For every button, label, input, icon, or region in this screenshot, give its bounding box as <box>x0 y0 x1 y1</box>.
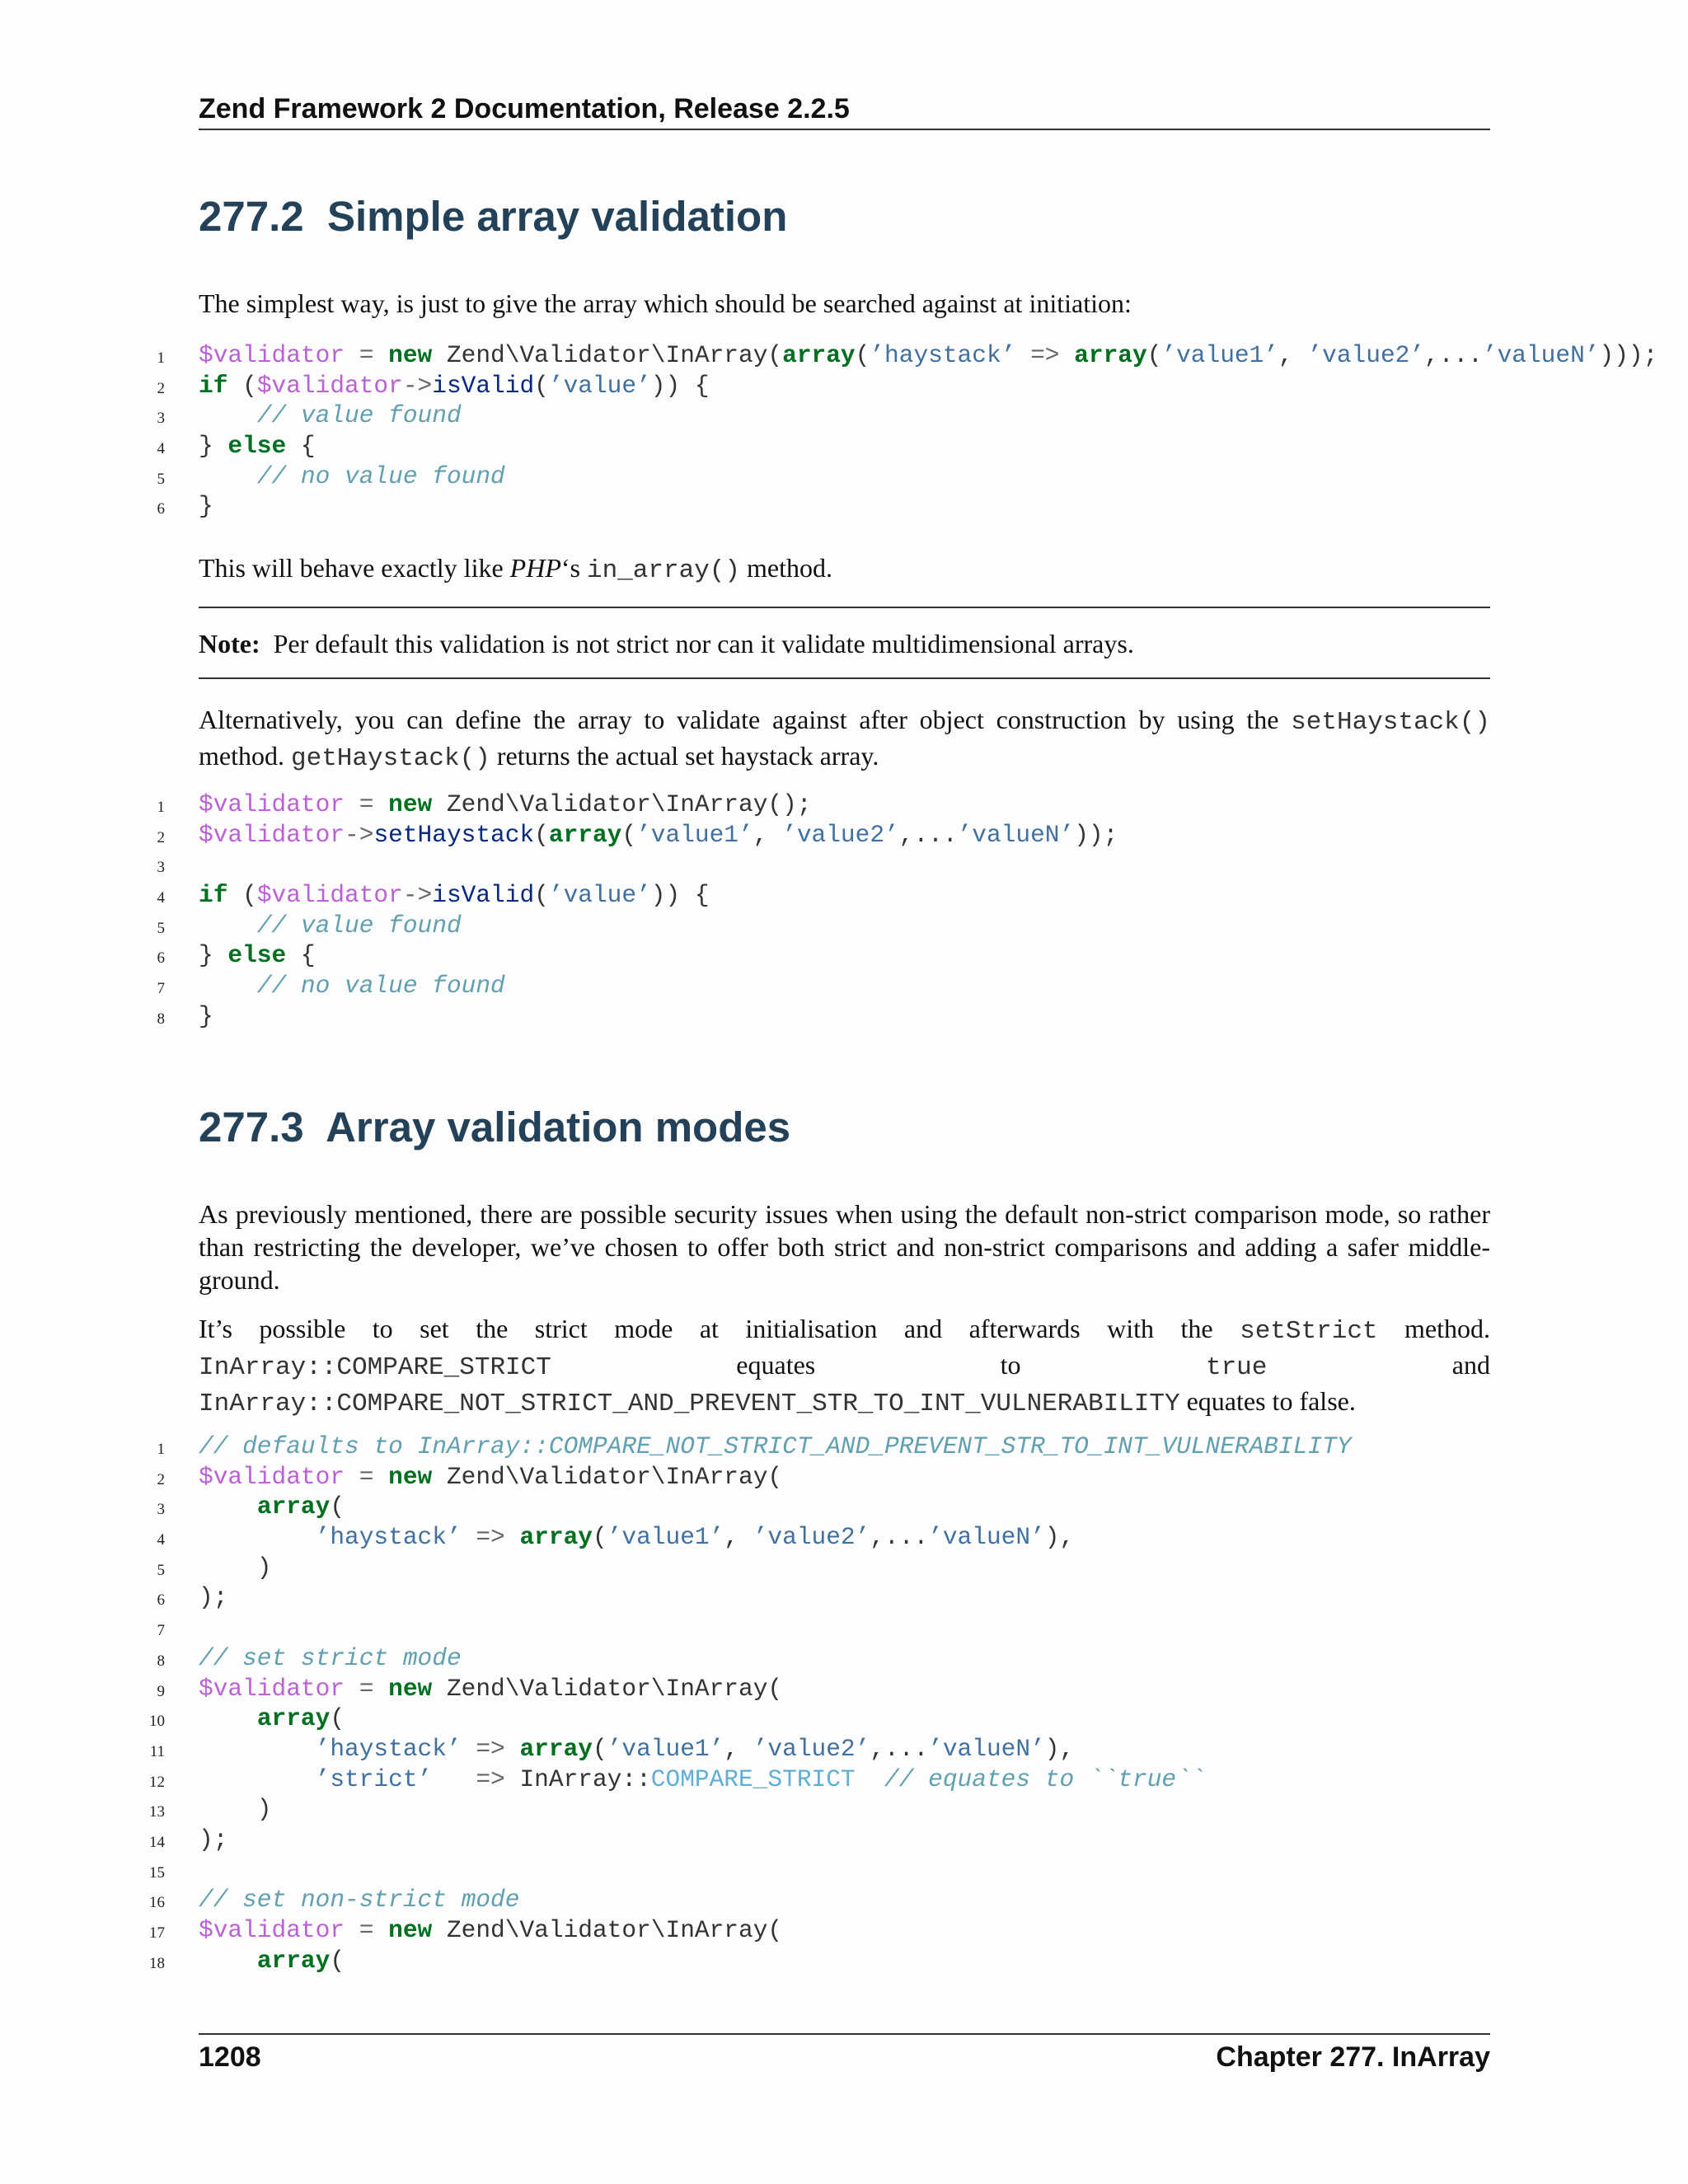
line-number: 4 <box>157 1531 165 1549</box>
line-number: 11 <box>149 1742 165 1760</box>
line-number: 10 <box>149 1713 165 1731</box>
line-number: 9 <box>157 1682 165 1700</box>
section-heading-277-2 <box>199 192 787 241</box>
code-line <box>0 1855 1688 1886</box>
code-line <box>0 1674 1688 1704</box>
modes-paragraph: As previously mentioned, there are possible security issues when using the default non-strict comparison mode, so rather than restricting the developer, we’ve chosen to offer both strict and non-strict comparisons and adding a safer middle-ground. <box>199 1199 1490 1295</box>
code-text: ’haystack’ => array(’value1’, ’value2’,...’valueN’), <box>315 1523 1075 1552</box>
code-text: if ($validator->isValid(’value’)) { <box>199 881 710 910</box>
page-number: 1208 <box>199 2041 261 2073</box>
code-text: } else { <box>199 432 316 461</box>
section-title: Simple array validation <box>326 193 788 240</box>
code-text: ); <box>199 1583 228 1612</box>
code-line <box>0 371 1688 401</box>
line-number: 3 <box>157 410 165 428</box>
code-line <box>0 1001 1688 1032</box>
code-text: $validator = new Zend\Validator\InArray( <box>199 1674 783 1703</box>
code-line <box>0 1825 1688 1855</box>
code-line <box>0 850 1688 880</box>
line-number: 3 <box>157 1501 165 1519</box>
code-line <box>0 1794 1688 1825</box>
section-heading-277-3 <box>199 1103 790 1151</box>
line-number: 5 <box>157 470 165 488</box>
code-line <box>0 1643 1688 1674</box>
line-number: 8 <box>157 1652 165 1670</box>
code-text: // value found <box>256 401 462 430</box>
note-text: Per default this validation is not strict nor can it validate multidimensional arrays. <box>273 629 1134 658</box>
code-text: ’strict’ => InArray::COMPARE_STRICT // equates to ``true`` <box>315 1765 1206 1793</box>
line-number: 14 <box>149 1833 165 1851</box>
code-text: // value found <box>256 911 462 940</box>
section-title: Array validation modes <box>326 1104 791 1151</box>
inline-code-sethaystack: setHaystack() <box>1291 708 1490 737</box>
section-number: 277.2 <box>199 193 304 240</box>
line-number: 13 <box>149 1803 165 1821</box>
code-line <box>0 401 1688 431</box>
inline-code-gethaystack: getHaystack() <box>290 744 490 773</box>
line-number: 2 <box>157 828 165 846</box>
line-number: 2 <box>157 1470 165 1488</box>
code-text: $validator = new Zend\Validator\InArray( <box>199 1916 783 1944</box>
code-text: // set strict mode <box>199 1643 462 1672</box>
inline-code-in-array: in_array() <box>586 556 740 585</box>
line-number: 5 <box>157 919 165 937</box>
line-number: 1 <box>157 349 165 367</box>
line-number: 1 <box>157 1441 165 1458</box>
code-text: ’haystack’ => array(’value1’, ’value2’,...’valueN’), <box>315 1734 1075 1763</box>
code-line <box>0 1492 1688 1522</box>
line-number: 5 <box>157 1561 165 1579</box>
code-text: // defaults to InArray::COMPARE_NOT_STRICT_AND_PREVENT_STR_TO_INT_VULNERABILITY <box>199 1432 1352 1460</box>
code-text: } <box>199 1001 213 1030</box>
code-line <box>0 880 1688 911</box>
code-line <box>0 1522 1688 1553</box>
code-line <box>0 462 1688 492</box>
code-line <box>0 1915 1688 1946</box>
line-number: 18 <box>149 1954 165 1972</box>
note-bottom-rule <box>199 677 1490 679</box>
line-number: 16 <box>149 1894 165 1912</box>
note-box <box>199 627 1490 660</box>
inline-code-compare-not-strict: InArray::COMPARE_NOT_STRICT_AND_PREVENT_STR_TO_INT_VULNERABILITY <box>199 1390 1180 1418</box>
code-text: } <box>199 492 213 521</box>
code-line <box>0 1946 1688 1976</box>
code-line <box>0 1765 1688 1795</box>
code-line <box>0 1462 1688 1493</box>
inline-code-compare-strict: InArray::COMPARE_STRICT <box>199 1353 551 1382</box>
inline-code-setstrict: setStrict <box>1240 1317 1378 1346</box>
code-text: ) <box>199 1795 272 1824</box>
note-label: Note: <box>199 629 260 658</box>
code-text: array( <box>256 1704 345 1733</box>
code-block-1 <box>0 340 1688 522</box>
line-number: 6 <box>157 500 165 518</box>
code-line <box>0 340 1688 371</box>
code-text: // set non-strict mode <box>199 1886 520 1915</box>
code-text: // no value found <box>256 972 505 1001</box>
line-number: 6 <box>157 1591 165 1610</box>
code-block-3 <box>0 1432 1688 1975</box>
line-number: 7 <box>157 1622 165 1640</box>
code-block-2 <box>0 790 1688 1032</box>
footer-rule <box>199 2033 1490 2035</box>
code-line <box>0 491 1688 522</box>
line-number: 1 <box>157 799 165 816</box>
line-number: 6 <box>157 949 165 968</box>
code-text: $validator = new Zend\Validator\InArray( <box>199 1462 783 1491</box>
running-header-title: Zend Framework 2 Documentation, Release 2.2.5 <box>199 93 850 124</box>
code-line <box>0 1734 1688 1765</box>
code-line <box>0 1432 1688 1462</box>
line-number: 4 <box>157 889 165 907</box>
code-text: // no value found <box>256 462 505 490</box>
code-text: array( <box>256 1493 345 1521</box>
line-number: 7 <box>157 980 165 998</box>
code-text: $validator->setHaystack(array(’value1’, ’value2’,...’valueN’)); <box>199 820 1118 849</box>
inarray-paragraph: This will behave exactly like PHP‘s in_array() method. <box>199 553 832 585</box>
code-line <box>0 971 1688 1001</box>
code-line <box>0 1613 1688 1643</box>
line-number: 2 <box>157 379 165 397</box>
code-line <box>0 820 1688 851</box>
strict-paragraph: It’s possible to set the strict mode at initialisation and afterwards with the setStrict method. InArray::COMPARE_STRICT equates to true and InArray::COMPARE_NOT_STRICT_AND_PREVENT_STR_TO_INT_VULNERABILITY equates to false. <box>199 1314 1491 1418</box>
line-number: 8 <box>157 1010 165 1028</box>
line-number: 3 <box>157 859 165 877</box>
code-text: $validator = new Zend\Validator\InArray(array(’haystack’ => array(’value1’, ’value2’,...’valueN’))); <box>199 341 1658 369</box>
line-number: 4 <box>157 440 165 458</box>
line-number: 12 <box>149 1773 165 1791</box>
code-line <box>0 1553 1688 1583</box>
code-line <box>0 1885 1688 1915</box>
code-text: if ($validator->isValid(’value’)) { <box>199 371 710 400</box>
line-number: 17 <box>149 1924 165 1942</box>
chapter-label: Chapter 277. InArray <box>1216 2041 1490 2073</box>
code-text: array( <box>256 1946 345 1975</box>
code-line <box>0 911 1688 941</box>
alternative-paragraph: Alternatively, you can define the array to validate against after object construction by using the setHaystack() method. getHaystack() returns the actual set haystack array. <box>199 705 1490 773</box>
note-top-rule <box>199 607 1490 608</box>
code-text: } else { <box>199 941 316 970</box>
code-line <box>0 1704 1688 1734</box>
inline-code-true: true <box>1205 1353 1268 1382</box>
code-text: $validator = new Zend\Validator\InArray(); <box>199 790 812 818</box>
code-line <box>0 1582 1688 1613</box>
code-line <box>0 940 1688 971</box>
code-text: ) <box>199 1553 272 1582</box>
section-number: 277.3 <box>199 1104 304 1151</box>
line-number: 15 <box>149 1863 165 1882</box>
code-line <box>0 790 1688 820</box>
header-rule <box>199 129 1490 130</box>
intro-paragraph: The simplest way, is just to give the array which should be searched against at initiation: <box>199 288 1132 318</box>
code-line <box>0 431 1688 462</box>
code-text: ); <box>199 1825 228 1854</box>
